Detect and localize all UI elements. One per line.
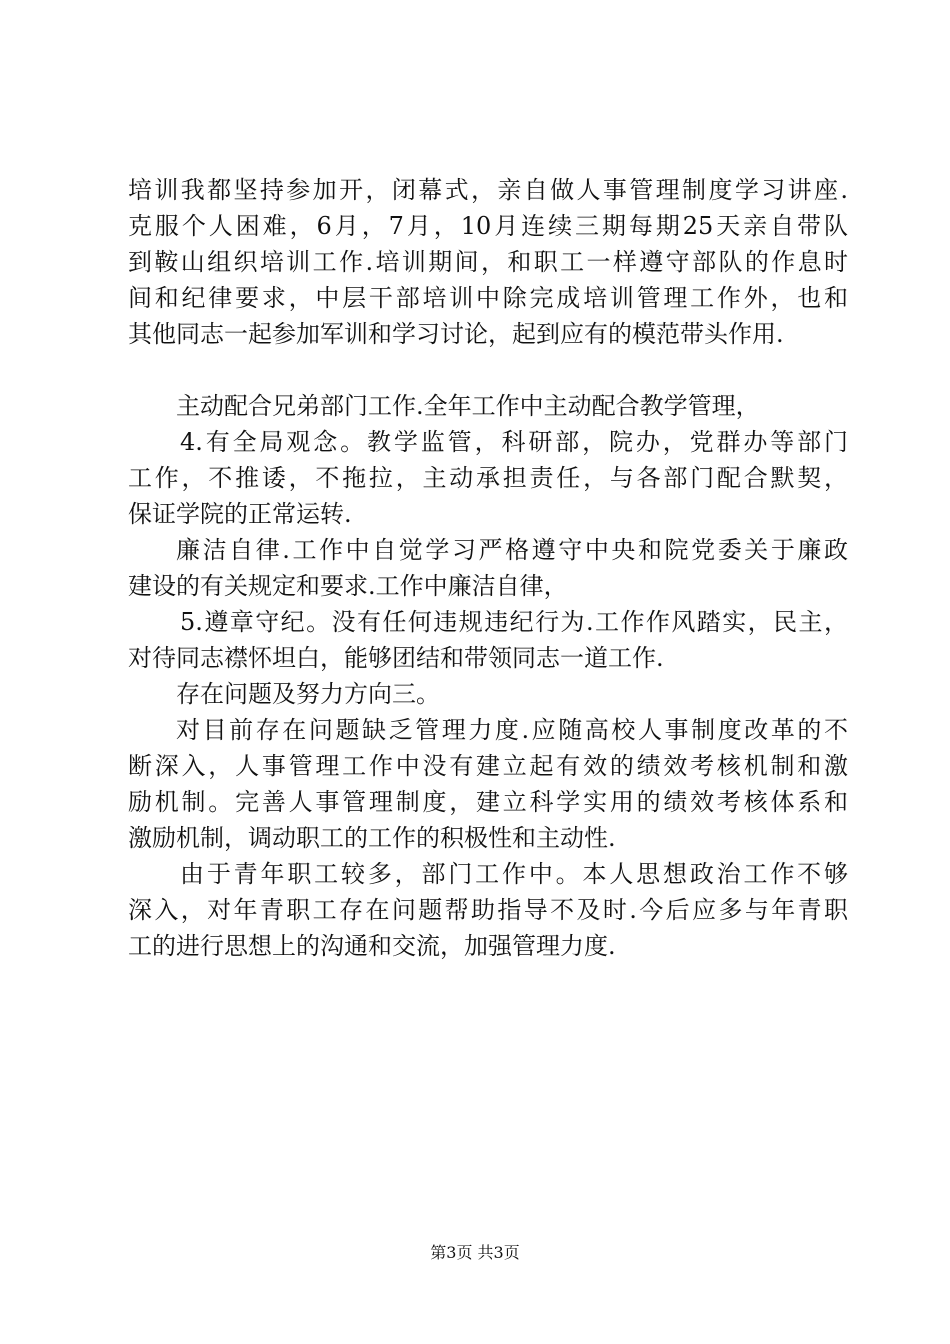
text-line: 由于青年职工较多，部门工作中。本人思想政治工作不够 — [180, 860, 848, 888]
paragraph-spacer — [128, 352, 848, 388]
text-line: 廉洁自律.工作中自觉学习严格遵守中央和院党委关于廉政 — [176, 536, 848, 564]
paragraph-discipline — [128, 604, 848, 676]
text-line: 工的进行思想上的沟通和交流，加强管理力度. — [128, 932, 616, 960]
paragraph-cooperation — [128, 388, 848, 424]
text-line: 间和纪律要求，中层干部培训中除完成培训管理工作外，也和 — [128, 284, 848, 312]
text-line: 保证学院的正常运转. — [128, 500, 352, 528]
text-line: 4.有全局观念。教学监管，科研部，院办，党群办等部门 — [180, 428, 848, 456]
text-line: 克服个人困难，6月，7月，10月连续三期每期25天亲自带队 — [128, 212, 848, 240]
text-line: 建设的有关规定和要求.工作中廉洁自律， — [128, 572, 568, 600]
document-body — [128, 172, 848, 964]
text-line: 培训我都坚持参加开，闭幕式，亲自做人事管理制度学习讲座. — [128, 176, 848, 204]
text-line: 对待同志襟怀坦白，能够团结和带领同志一道工作. — [128, 644, 664, 672]
paragraph-integrity — [128, 532, 848, 604]
section-heading-problems — [128, 676, 848, 712]
paragraph-young-staff — [128, 856, 848, 964]
paragraph-management — [128, 712, 848, 856]
paragraph-global-view — [128, 424, 848, 532]
text-line: 深入，对年青职工存在问题帮助指导不及时.今后应多与年青职 — [128, 896, 848, 924]
paragraph-training — [128, 172, 848, 352]
text-line: 断深入，人事管理工作中没有建立起有效的绩效考核机制和激 — [128, 752, 848, 780]
text-line: 激励机制，调动职工的工作的积极性和主动性. — [128, 824, 616, 852]
text-line: 到鞍山组织培训工作.培训期间，和职工一样遵守部队的作息时 — [128, 248, 848, 276]
text-line: 对目前存在问题缺乏管理力度.应随高校人事制度改革的不 — [176, 716, 848, 744]
text-line: 其他同志一起参加军训和学习讨论，起到应有的模范带头作用. — [128, 320, 784, 348]
text-line: 主动配合兄弟部门工作.全年工作中主动配合教学管理， — [176, 392, 760, 420]
text-line: 存在问题及努力方向三。 — [176, 680, 440, 708]
text-line: 5.遵章守纪。没有任何违规违纪行为.工作作风踏实，民主， — [180, 608, 848, 636]
text-line: 工作，不推诿，不拖拉，主动承担责任，与各部门配合默契， — [128, 464, 848, 492]
page-number-footer: 第3页 共3页 — [430, 1243, 520, 1262]
text-line: 励机制。完善人事管理制度，建立科学实用的绩效考核体系和 — [128, 788, 848, 816]
